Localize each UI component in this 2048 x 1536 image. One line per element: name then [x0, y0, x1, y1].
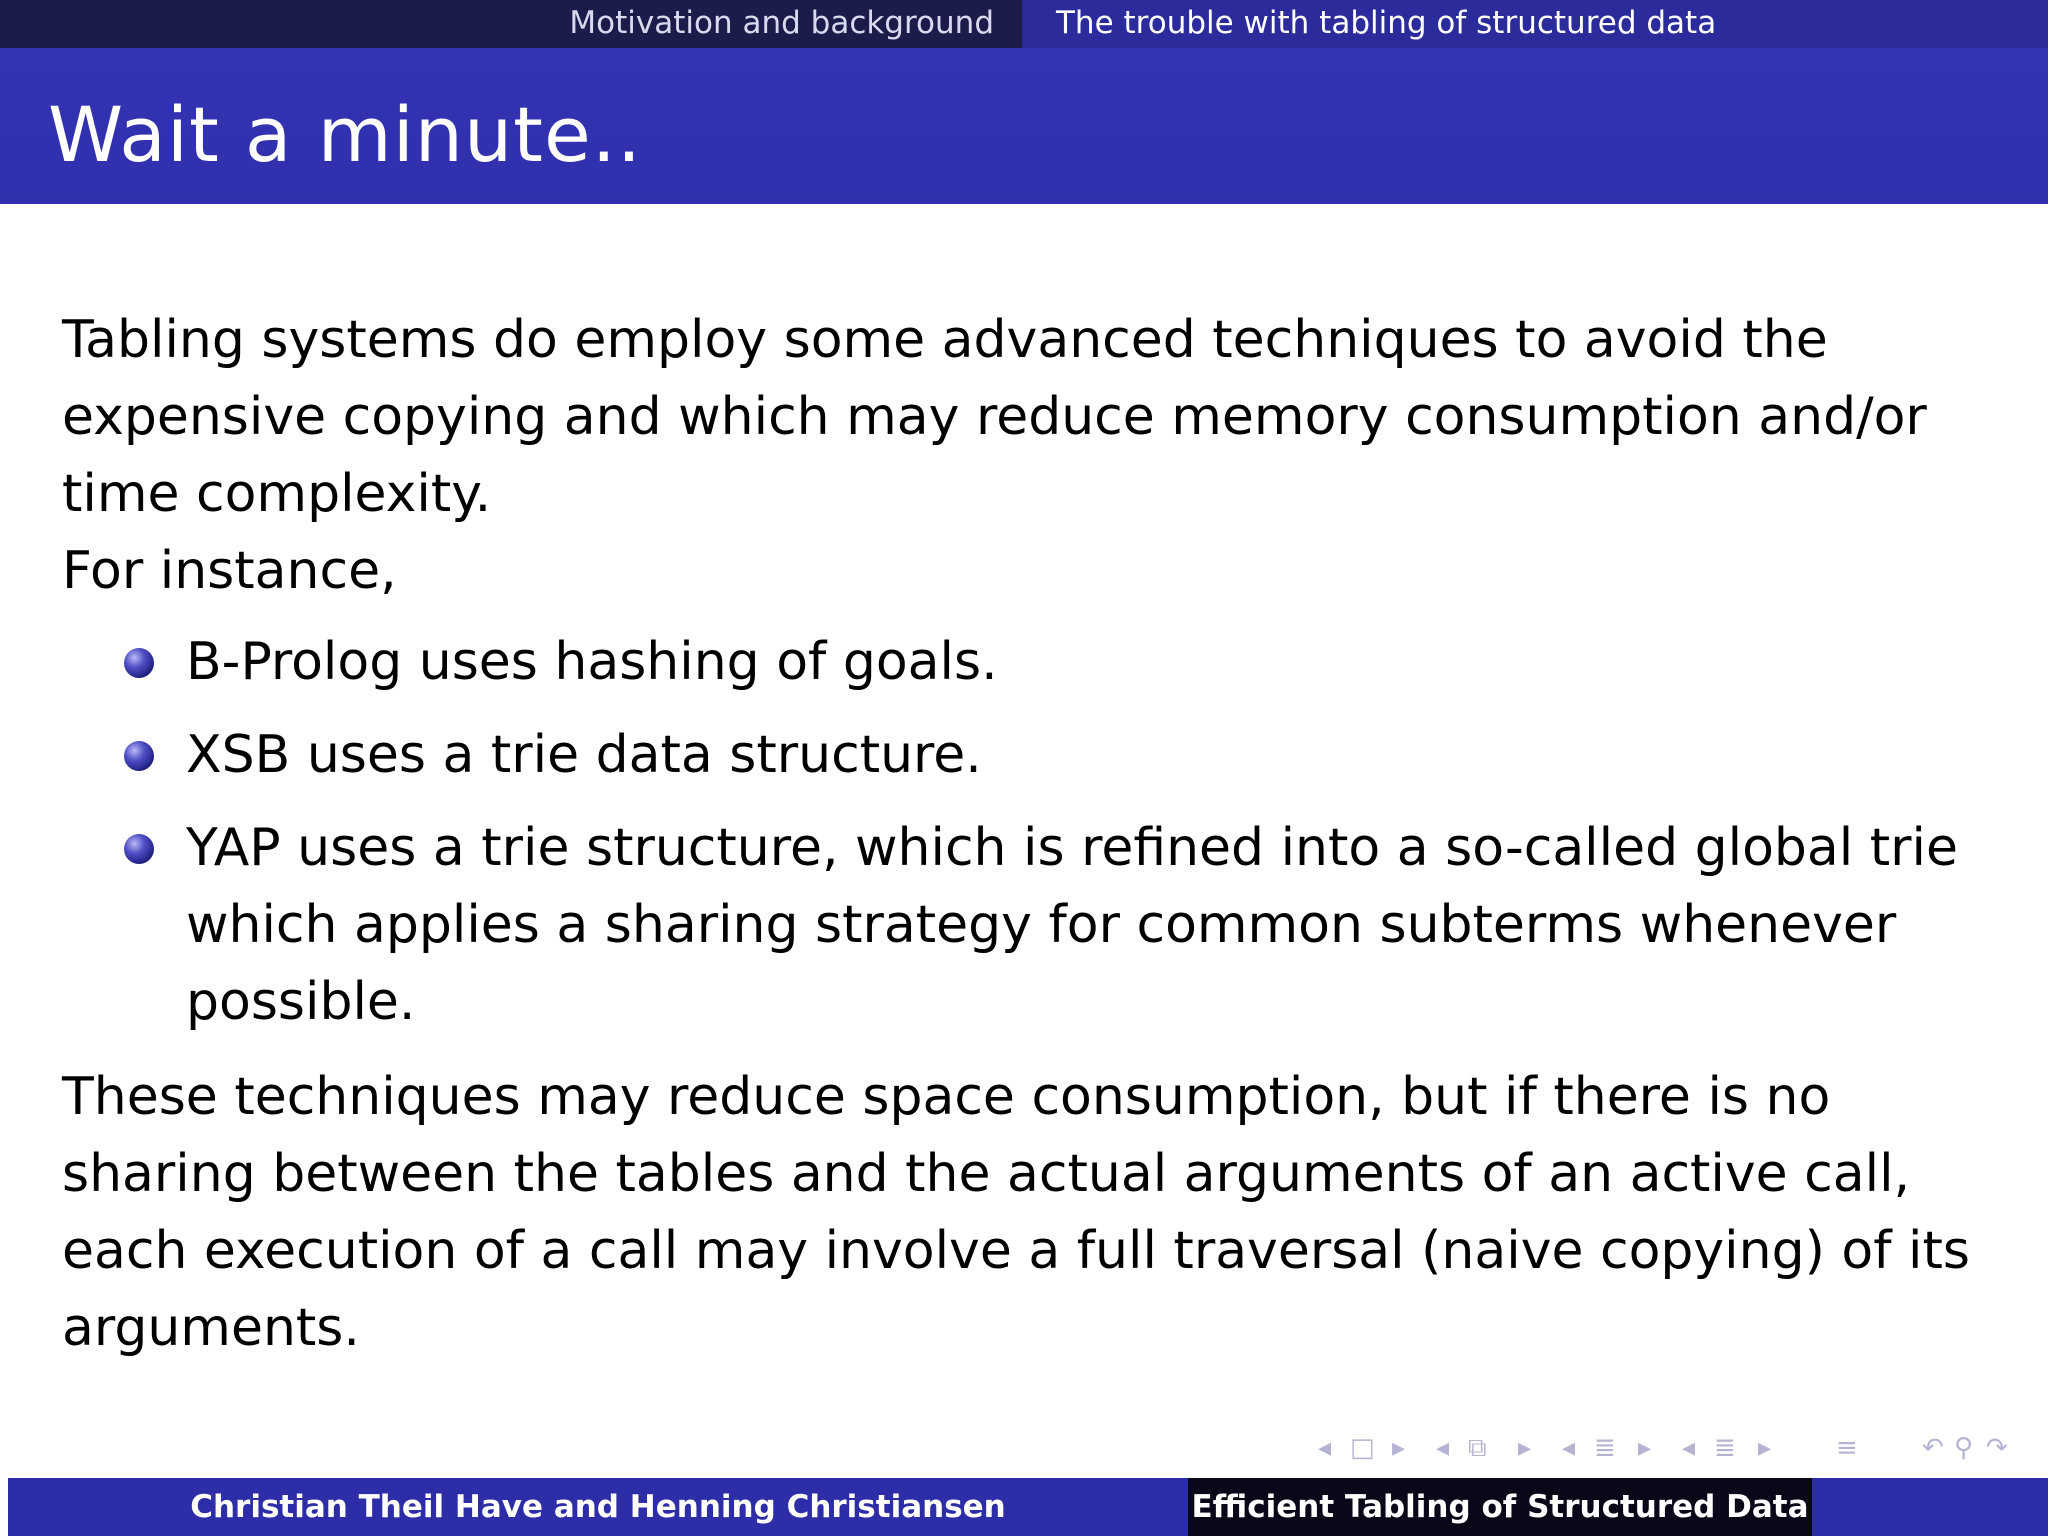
section-icon[interactable]: ≣ [1594, 1433, 1616, 1463]
frame-icon[interactable]: □ [1350, 1433, 1375, 1463]
bullet-text: YAP uses a trie structure, which is refined into a so-called global trie which applies a sharing strategy for common subterms whenever possible. [186, 818, 1958, 1032]
bullet-icon [124, 834, 154, 864]
toc-icon[interactable]: ≡ [1836, 1433, 1858, 1463]
frame-next-icon[interactable]: ▸ [1392, 1433, 1406, 1463]
top-navigation-bar [0, 0, 2048, 48]
subsection-prev-icon[interactable]: ◂ [1436, 1433, 1450, 1463]
intro-paragraph: Tabling systems do employ some advanced techniques to avoid the expensive copying and which may reduce memory consumption and/or time complexity. [62, 310, 1927, 524]
list-item [186, 717, 2012, 794]
forward-icon[interactable]: ↷ [1986, 1433, 2008, 1463]
list-item [186, 810, 2012, 1041]
search-icon[interactable]: ⚲ [1954, 1433, 1974, 1463]
document-prev-icon[interactable]: ◂ [1682, 1433, 1696, 1463]
footer-authors: Christian Theil Have and Henning Christiansen [190, 1489, 1006, 1525]
section-next-icon[interactable]: ▸ [1638, 1433, 1652, 1463]
title-band [0, 48, 2048, 204]
footer-bar [8, 1478, 2048, 1536]
nav-subsection-link[interactable]: The trouble with tabling of structured data [1022, 0, 2048, 48]
list-item [186, 624, 2012, 701]
bullet-text: XSB uses a trie data structure. [186, 725, 982, 785]
document-icon[interactable]: ≣ [1714, 1433, 1736, 1463]
back-icon[interactable]: ↶ [1922, 1433, 1944, 1463]
subsection-next-icon[interactable]: ▸ [1518, 1433, 1532, 1463]
bullet-text: B-Prolog uses hashing of goals. [186, 632, 998, 692]
bullet-icon [124, 648, 154, 678]
footer-title: Efficient Tabling of Structured Data [1188, 1478, 1812, 1536]
slide-title: Wait a minute.. [48, 90, 643, 179]
document-next-icon[interactable]: ▸ [1758, 1433, 1772, 1463]
conclusion-paragraph: These techniques may reduce space consumption, but if there is no sharing between the tables and the actual arguments of an active call, each execution of a call may involve a full traversal (naive copying) of its arguments. [62, 1067, 1970, 1358]
section-prev-icon[interactable]: ◂ [1562, 1433, 1576, 1463]
nav-section-link[interactable]: Motivation and background [569, 5, 994, 41]
subsection-icon[interactable]: ⧉ [1468, 1433, 1487, 1463]
frame-prev-icon[interactable]: ◂ [1318, 1433, 1332, 1463]
slide-body [62, 302, 2012, 1367]
bullet-icon [124, 741, 154, 771]
bullet-list [62, 624, 2012, 1041]
instance-line: For instance, [62, 541, 397, 601]
beamer-navigation-symbols [1310, 1430, 2030, 1466]
